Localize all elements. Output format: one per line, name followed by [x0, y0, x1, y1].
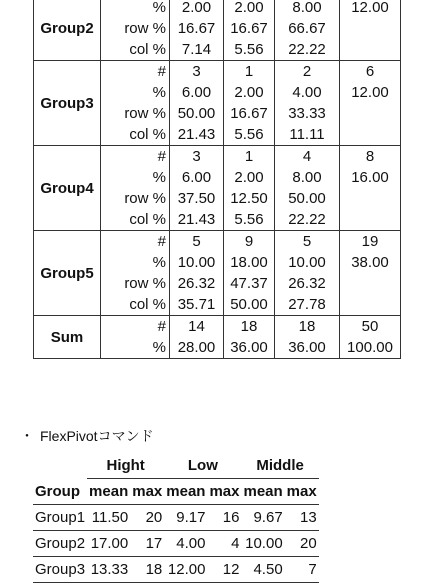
group-label: Group5	[34, 231, 101, 316]
flex-header-low: Low	[164, 453, 241, 479]
cell-value: 22.22	[288, 211, 326, 228]
cell-value: 5.56	[234, 211, 264, 228]
cell-value: 19	[361, 233, 379, 250]
value-cell	[224, 0, 275, 61]
cell-value: 2.00	[234, 169, 264, 186]
table-cell: 4.50	[241, 557, 284, 583]
value-cell	[170, 61, 224, 146]
cell-value: 12.00	[351, 0, 389, 16]
flex-header-hight: Hight	[87, 453, 164, 479]
cell-value: 4.00	[292, 84, 322, 101]
value-cell	[224, 231, 275, 316]
cell-value: 8.00	[292, 169, 322, 186]
cell-value: 33.33	[288, 105, 326, 122]
cell-value: 12.50	[230, 190, 268, 207]
table-cell: 4	[207, 531, 241, 557]
crosstab-group-row	[34, 231, 401, 316]
stat-label: row %	[124, 20, 166, 37]
flex-sub-header: max	[130, 479, 164, 505]
table-cell: 20	[130, 505, 164, 531]
table-row	[33, 505, 319, 531]
total-cell	[340, 61, 401, 146]
value-cell	[275, 146, 340, 231]
table-cell: 20	[285, 531, 319, 557]
table-row	[33, 557, 319, 583]
cell-value: 9	[244, 233, 254, 250]
cell-value: 18	[240, 318, 258, 335]
crosstab-group-row	[34, 61, 401, 146]
flex-sub-header-row	[33, 479, 319, 505]
cell-value: 7.14	[181, 41, 212, 58]
cell-value: 6	[365, 63, 375, 80]
crosstab-table	[33, 0, 401, 359]
flex-top-header-row	[33, 453, 319, 479]
cell-value: 36.00	[230, 339, 268, 356]
flex-corner	[33, 453, 87, 479]
cell-value: 21.43	[177, 211, 216, 228]
cell-value: 3	[192, 63, 201, 80]
group-label: Group3	[34, 61, 101, 146]
stat-label: col %	[129, 126, 166, 143]
stat-label: %	[152, 339, 166, 356]
cell-value	[340, 18, 400, 39]
cell-value: 22.22	[288, 41, 326, 58]
flex-sub-header: mean	[87, 479, 130, 505]
cell-value: 37.50	[177, 190, 216, 207]
table-cell: 17	[130, 531, 164, 557]
cell-value: 26.32	[177, 275, 216, 292]
total-cell	[340, 0, 401, 61]
value-cell	[275, 231, 340, 316]
cell-value	[340, 188, 400, 209]
table-cell: 7	[285, 557, 319, 583]
crosstab-group-row	[34, 316, 401, 359]
cell-value: 50	[361, 318, 379, 335]
stat-label: #	[157, 63, 166, 80]
cell-value	[340, 209, 400, 230]
cell-value: 38.00	[351, 254, 389, 271]
cell-value: 12.00	[351, 84, 389, 101]
value-cell	[275, 0, 340, 61]
stat-labels	[101, 61, 170, 146]
cell-value	[340, 103, 400, 124]
stat-labels	[101, 146, 170, 231]
stat-label: col %	[129, 41, 166, 58]
table-cell: 13.33	[87, 557, 130, 583]
total-cell	[340, 231, 401, 316]
stat-label: row %	[124, 105, 166, 122]
cell-value	[340, 294, 400, 315]
flex-sub-header: max	[207, 479, 241, 505]
table-cell: 9.17	[164, 505, 207, 531]
total-cell	[340, 316, 401, 359]
table-cell: 10.00	[241, 531, 284, 557]
stat-label: %	[152, 169, 166, 186]
stat-label: %	[152, 254, 166, 271]
group-label: Sum	[34, 316, 101, 359]
cell-value: 100.00	[347, 339, 393, 356]
cell-value: 5	[192, 233, 201, 250]
cell-value: 6.00	[181, 84, 212, 101]
cell-value: 16.67	[230, 20, 268, 37]
stat-label: #	[157, 233, 166, 250]
cell-value: 16.00	[351, 169, 389, 186]
stat-labels	[101, 0, 170, 61]
stat-label: row %	[124, 275, 166, 292]
crosstab-body	[34, 0, 401, 359]
cell-value: 10.00	[177, 254, 216, 271]
cell-value: 2.00	[181, 0, 212, 16]
cell-value: 2	[302, 63, 312, 80]
cell-value: 16.67	[230, 105, 268, 122]
cell-value: 10.00	[288, 254, 326, 271]
cell-value: 2.00	[234, 0, 264, 16]
table-cell: 18	[130, 557, 164, 583]
group-label: Group4	[34, 146, 101, 231]
cell-value: 35.71	[177, 296, 216, 313]
table-row	[33, 531, 319, 557]
cell-value	[340, 273, 400, 294]
cell-value: 14	[188, 318, 205, 335]
cell-value: 26.32	[288, 275, 326, 292]
flex-sub-header: mean	[164, 479, 207, 505]
flex-header-middle: Middle	[241, 453, 318, 479]
cell-value: 4	[302, 148, 312, 165]
section-label	[20, 426, 154, 446]
table-cell: 12.00	[164, 557, 207, 583]
cell-value: 8.00	[292, 0, 322, 16]
cell-value: 3	[192, 148, 201, 165]
cell-value: 47.37	[230, 275, 268, 292]
cell-value: 27.78	[288, 296, 326, 313]
flex-sub-header: max	[285, 479, 319, 505]
value-cell	[275, 316, 340, 359]
stat-label: col %	[129, 296, 166, 313]
value-cell	[224, 61, 275, 146]
group-label: Group2	[34, 0, 101, 61]
value-cell	[170, 316, 224, 359]
table-cell: 17.00	[87, 531, 130, 557]
cell-value: 66.67	[288, 20, 326, 37]
table-cell: 12	[207, 557, 241, 583]
stat-label: %	[152, 0, 166, 16]
cell-value	[340, 124, 400, 145]
row-label: Group1	[33, 505, 87, 531]
row-label: Group3	[33, 557, 87, 583]
cell-value: 1	[244, 148, 254, 165]
cell-value: 18	[298, 318, 316, 335]
cell-value: 18.00	[230, 254, 268, 271]
cell-value: 8	[365, 148, 375, 165]
section-title: FlexPivotコマンド	[40, 428, 154, 444]
stat-label: col %	[129, 211, 166, 228]
table-cell: 11.50	[87, 505, 130, 531]
row-label: Group2	[33, 531, 87, 557]
table-cell: 13	[285, 505, 319, 531]
total-cell	[340, 146, 401, 231]
table-cell: 9.67	[241, 505, 284, 531]
flex-sub-header: mean	[241, 479, 284, 505]
value-cell	[224, 146, 275, 231]
cell-value: 2.00	[234, 84, 264, 101]
stat-label: %	[152, 84, 166, 101]
cell-value: 16.67	[177, 20, 216, 37]
table-cell: 4.00	[164, 531, 207, 557]
cell-value: 5.56	[234, 126, 264, 143]
flex-group-header: Group	[33, 479, 87, 505]
cell-value: 36.00	[288, 339, 326, 356]
cell-value	[340, 39, 400, 60]
cell-value: 28.00	[177, 339, 216, 356]
value-cell	[170, 231, 224, 316]
bullet-icon: ・	[20, 428, 34, 444]
stat-labels	[101, 231, 170, 316]
stat-label: #	[157, 318, 166, 335]
cell-value: 1	[244, 63, 254, 80]
value-cell	[275, 61, 340, 146]
cell-value: 50.00	[177, 105, 216, 122]
cell-value: 21.43	[177, 126, 216, 143]
cell-value: 5.56	[234, 41, 264, 58]
table-cell: 16	[207, 505, 241, 531]
crosstab-group-row	[34, 146, 401, 231]
stat-label: row %	[124, 190, 166, 207]
value-cell	[224, 316, 275, 359]
cell-value: 11.11	[289, 126, 325, 143]
cell-value: 6.00	[181, 169, 212, 186]
crosstab-group-row	[34, 0, 401, 61]
stat-label: #	[157, 148, 166, 165]
cell-value: 50.00	[288, 190, 326, 207]
value-cell	[170, 146, 224, 231]
flexpivot-table	[33, 453, 319, 583]
cell-value: 50.00	[230, 296, 268, 313]
value-cell	[170, 0, 224, 61]
cell-value: 5	[302, 233, 312, 250]
stat-labels	[101, 316, 170, 359]
